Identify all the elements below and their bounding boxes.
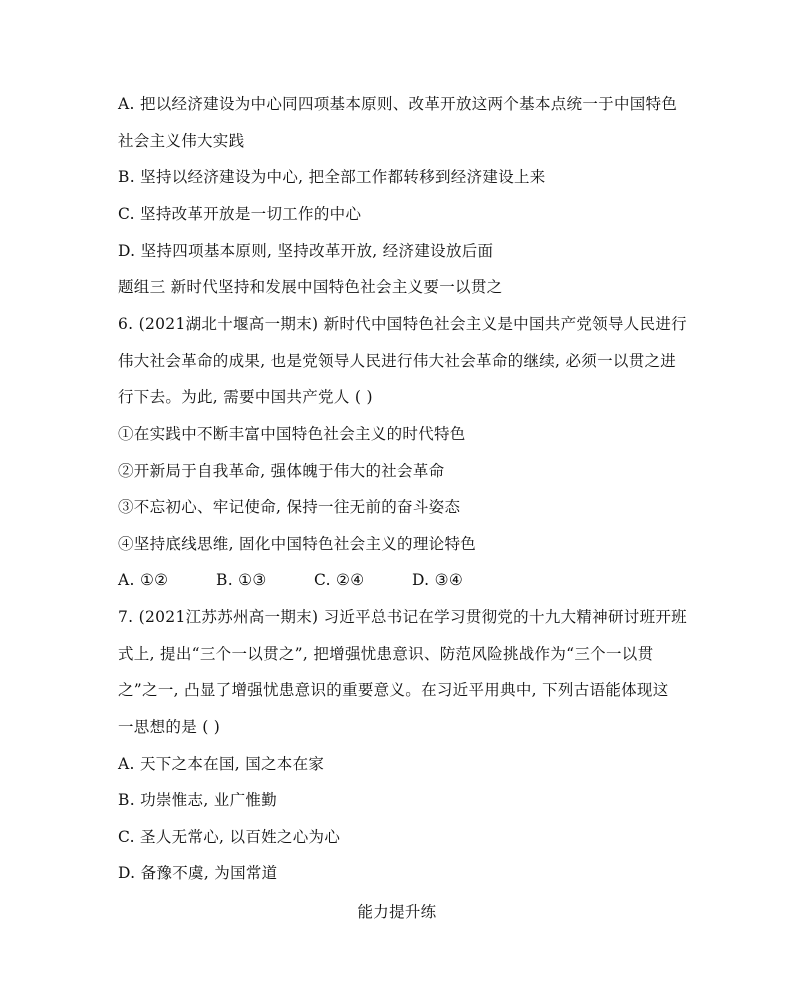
q6-option-a: A. ①② xyxy=(118,571,169,589)
q7-option-d: D. 备豫不虞, 为国常道 xyxy=(118,864,278,882)
q6-option-b: B. ①③ xyxy=(216,571,267,589)
q6-statement-1: ①在实践中不断丰富中国特色社会主义的时代特色 xyxy=(118,425,466,443)
q6-statement-3: ③不忘初心、牢记使命, 保持一往无前的奋斗姿态 xyxy=(118,498,461,516)
q6-stem-line3: 行下去。为此, 需要中国共产党人 ( ) xyxy=(118,388,373,406)
q5-option-b: B. 坚持以经济建设为中心, 把全部工作都转移到经济建设上来 xyxy=(118,168,546,186)
section-heading: 题组三 新时代坚持和发展中国特色社会主义要一以贯之 xyxy=(118,278,503,296)
q7-option-a: A. 天下之本在国, 国之本在家 xyxy=(118,755,325,773)
q7-stem-line4: 一思想的是 ( ) xyxy=(118,718,221,736)
q7-stem-line2: 式上, 提出“三个一以贯之”, 把增强忧患意识、防范风险挑战作为“三个一以贯 xyxy=(118,645,654,663)
q7-stem-line1: 7. (2021江苏苏州高一期末) 习近平总书记在学习贯彻党的十九大精神研讨班开班 xyxy=(118,608,687,626)
q6-statement-4: ④坚持底线思维, 固化中国特色社会主义的理论特色 xyxy=(118,535,477,553)
q5-option-c: C. 坚持改革开放是一切工作的中心 xyxy=(118,205,362,223)
q6-option-c: C. ②④ xyxy=(314,571,365,589)
q6-statement-2: ②开新局于自我革命, 强体魄于伟大的社会革命 xyxy=(118,462,445,480)
q6-option-d: D. ③④ xyxy=(412,571,464,589)
q7-option-b: B. 功崇惟志, 业广惟勤 xyxy=(118,791,277,809)
footer-heading: 能力提升练 xyxy=(357,903,437,921)
q6-stem-line1: 6. (2021湖北十堰高一期末) 新时代中国特色社会主义是中国共产党领导人民进行 xyxy=(118,315,687,333)
q5-option-d: D. 坚持四项基本原则, 坚持改革开放, 经济建设放后面 xyxy=(118,242,494,260)
q5-option-a-line1: A. 把以经济建设为中心同四项基本原则、改革开放这两个基本点统一于中国特色 xyxy=(118,95,678,113)
q6-options-row xyxy=(118,570,718,590)
q6-stem-line2: 伟大社会革命的成果, 也是党领导人民进行伟大社会革命的继续, 必须一以贯之进 xyxy=(118,352,677,370)
q5-option-a-line2: 社会主义伟大实践 xyxy=(118,132,245,150)
q7-stem-line3: 之”之一, 凸显了增强忧患意识的重要意义。在习近平用典中, 下列古语能体现这 xyxy=(118,681,669,699)
q7-option-c: C. 圣人无常心, 以百姓之心为心 xyxy=(118,828,341,846)
